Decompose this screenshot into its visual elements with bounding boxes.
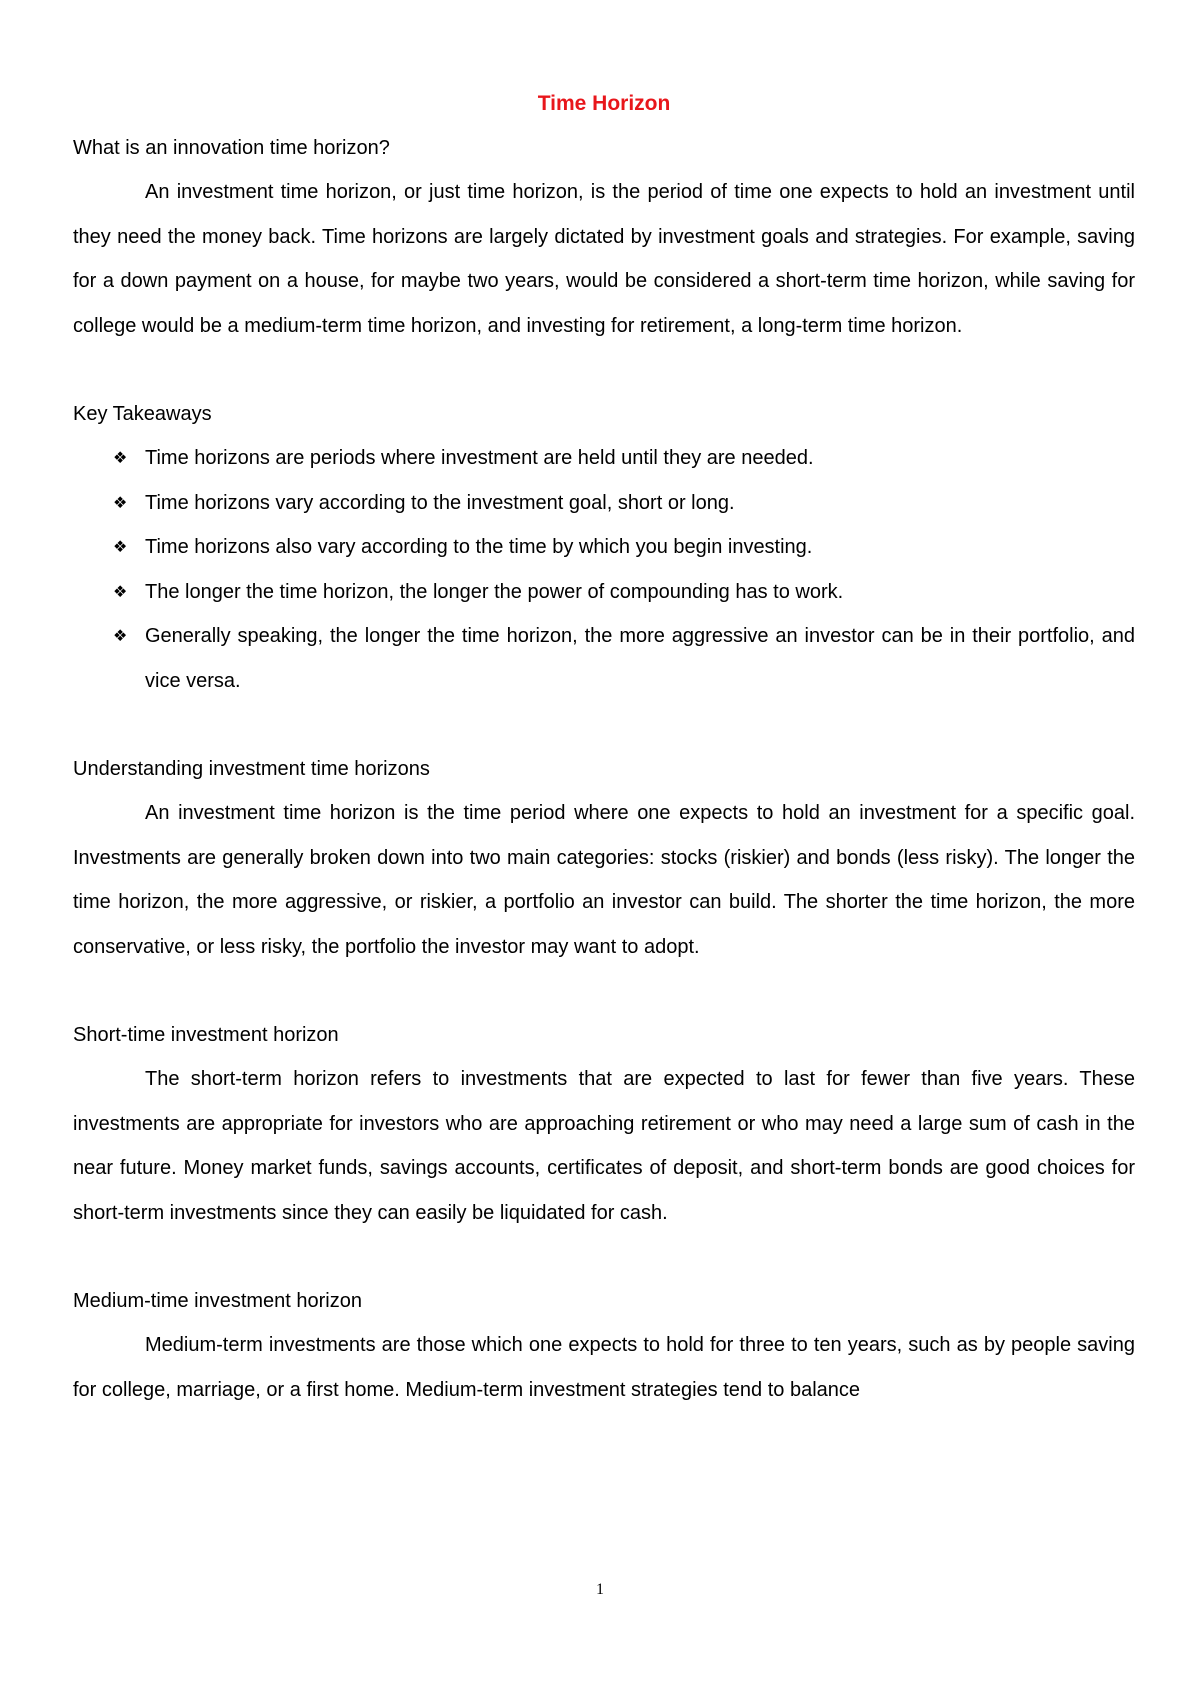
paragraph-spacer [73,348,1135,392]
page-number: 1 [596,1581,604,1598]
section-heading-understanding: Understanding investment time horizons [73,758,430,780]
section-paragraph-understanding: An investment time horizon is the time period where one expects to hold an investment for a specific goal. Investments are generally broken down into two main categories: stocks (riskier) and bonds (less risky). The longer the time horizon, the more aggressive, or riskier, a portfolio an investor can build. The shorter the time horizon, the more conservative, or less risky, the portfolio the investor may want to adopt. [73,802,1135,958]
takeaway-item [73,481,1135,526]
paragraph-spacer [73,969,1135,1013]
section-heading-medium-term: Medium-time investment horizon [73,1290,362,1312]
takeaway-item [73,436,1135,481]
takeaway-text: Time horizons are periods where investment are held until they are needed. [145,447,814,469]
takeaway-text: The longer the time horizon, the longer the power of compounding has to work. [145,580,844,603]
paragraph-spacer [73,703,1135,747]
four-diamond-bullet-icon: ❖ [113,537,128,556]
key-takeaways-list [73,436,1135,703]
four-diamond-bullet-icon: ❖ [113,581,128,601]
takeaway-text: Time horizons vary according to the investment goal, short or long. [145,491,735,514]
paragraph-spacer [73,1235,1135,1279]
takeaway-text: Time horizons also vary according to the time by which you begin investing. [145,536,813,558]
section-paragraph-intro: An investment time horizon, or just time horizon, is the period of time one expects to hold an investment until they need the money back. Time horizons are largely dictated by investment goals and strategies. For example, saving for a down payment on a house, for maybe two years, would be considered a short-term time horizon, while saving for college would be a medium-term time horizon, and investing for retirement, a long-term time horizon. [73,181,1135,337]
takeaway-item [73,570,1135,615]
section-heading-intro: What is an innovation time horizon? [73,137,390,159]
page-content [73,82,1135,1412]
section-heading-short-term: Short-time investment horizon [73,1024,339,1046]
four-diamond-bullet-icon: ❖ [113,448,128,467]
section-paragraph-short-term: The short-term horizon refers to investments that are expected to last for fewer than five years. These investments are appropriate for investors who are approaching retirement or who may need a large sum of cash in the near future. Money market funds, savings accounts, certificates of deposit, and short-term bonds are good choices for short-term investments since they can easily be liquidated for cash. [73,1068,1135,1224]
document-title: Time Horizon [537,92,671,115]
section-heading-key-takeaways: Key Takeaways [73,403,212,425]
four-diamond-bullet-icon: ❖ [113,492,128,512]
takeaway-item [73,614,1135,703]
takeaway-text: Generally speaking, the longer the time horizon, the more aggressive an investor can be in their portfolio, and vice versa. [145,625,1135,692]
four-diamond-bullet-icon: ❖ [113,626,128,645]
takeaway-item [73,525,1135,570]
section-paragraph-medium-term: Medium-term investments are those which one expects to hold for three to ten years, such as by people saving for college, marriage, or a first home. Medium-term investment strategies tend to balance [73,1334,1135,1401]
